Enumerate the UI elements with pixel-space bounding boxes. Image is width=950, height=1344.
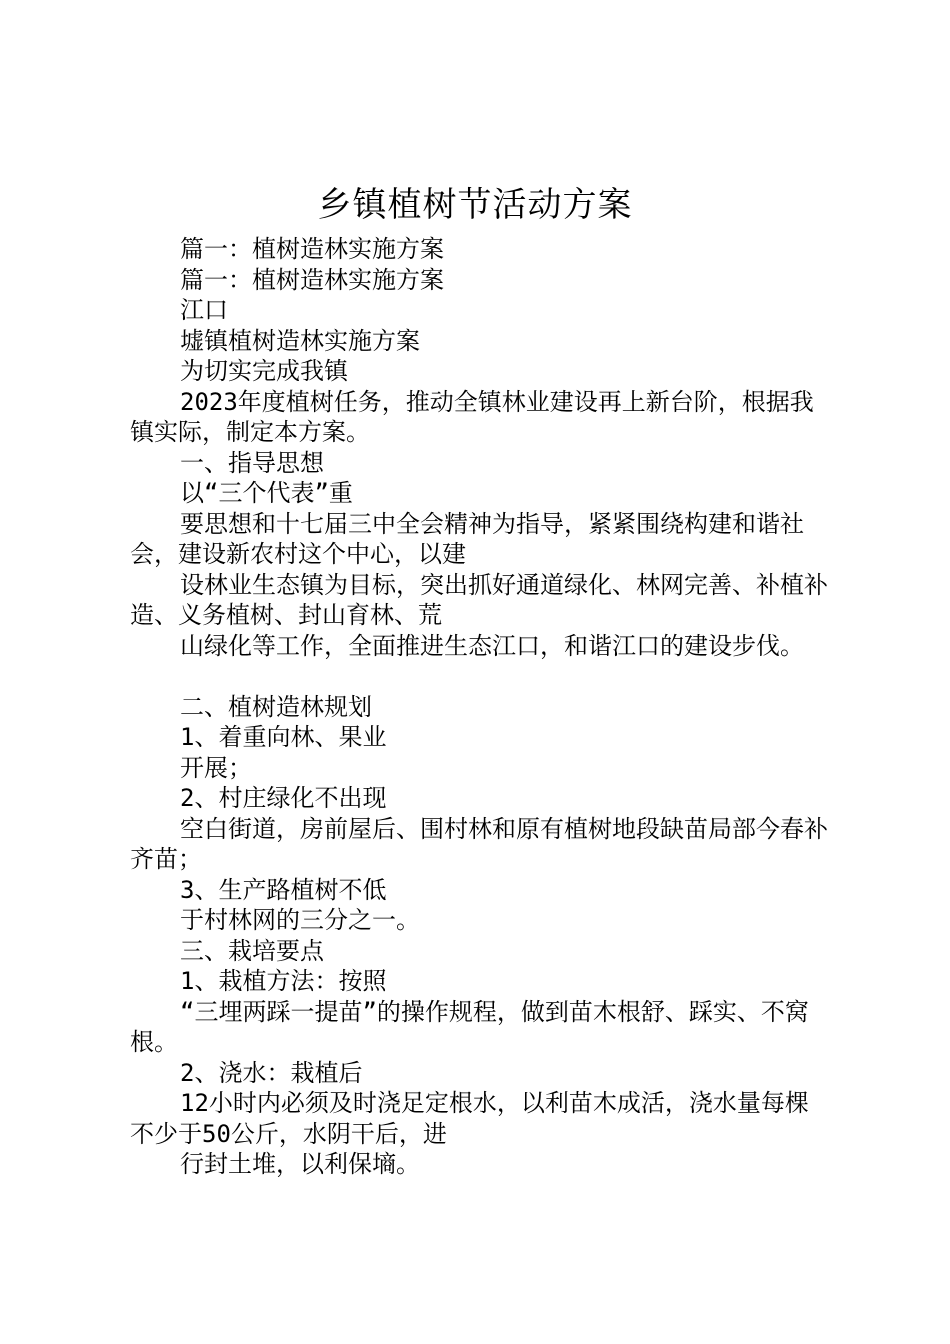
document-title: 乡镇植树节活动方案: [317, 185, 633, 225]
paragraph: 山绿化等工作，全面推进生态江口，和谐江口的建设步伐。: [180, 631, 804, 660]
paragraph: 设林业生态镇为目标，突出抓好通道绿化、林网完善、补植补造、义务植树、封山育林、荒: [130, 570, 828, 629]
paragraph: [130, 661, 830, 692]
paragraph: 为切实完成我镇: [180, 357, 348, 385]
paragraph: 墟镇植树造林实施方案: [180, 326, 420, 355]
paragraph: 行封土堆，以利保墒。: [180, 1150, 420, 1178]
paragraph: 以“三个代表”重: [180, 479, 353, 507]
paragraph: 3、生产路植树不低: [180, 875, 387, 904]
paragraph: 2、村庄绿化不出现: [180, 784, 387, 812]
paragraph: 于村林网的三分之一。: [180, 906, 420, 934]
paragraph: 要思想和十七届三中全会精神为指导，紧紧围绕构建和谐社会，建设新农村这个中心，以建: [130, 509, 804, 568]
paragraph: 一、指导思想: [180, 448, 324, 477]
paragraph: 1、着重向林、果业: [180, 723, 387, 751]
paragraph: 空白街道，房前屋后、围村林和原有植树地段缺苗局部今春补齐苗；: [130, 814, 828, 873]
paragraph: 2023年度植树任务，推动全镇林业建设再上新台阶，根据我镇实际，制定本方案。: [130, 387, 814, 446]
paragraph: “三埋两踩一提苗”的操作规程，做到苗木根舒、踩实、不窝根。: [130, 997, 809, 1056]
paragraph: 2、浇水：栽植后: [180, 1058, 363, 1087]
paragraph: 三、栽培要点: [180, 936, 324, 965]
paragraph: 二、植树造林规划: [180, 692, 372, 721]
paragraph: 江口: [180, 296, 228, 324]
paragraph: 开展；: [180, 753, 252, 782]
paragraph: 1、栽植方法：按照: [180, 967, 387, 995]
document-body: [130, 234, 830, 1180]
paragraph: 篇一：植树造林实施方案: [180, 265, 444, 294]
paragraph: 篇一：植树造林实施方案: [180, 235, 444, 263]
paragraph: 12小时内必须及时浇足定根水，以利苗木成活，浇水量每棵不少于50公斤，水阴干后，进: [130, 1089, 809, 1148]
